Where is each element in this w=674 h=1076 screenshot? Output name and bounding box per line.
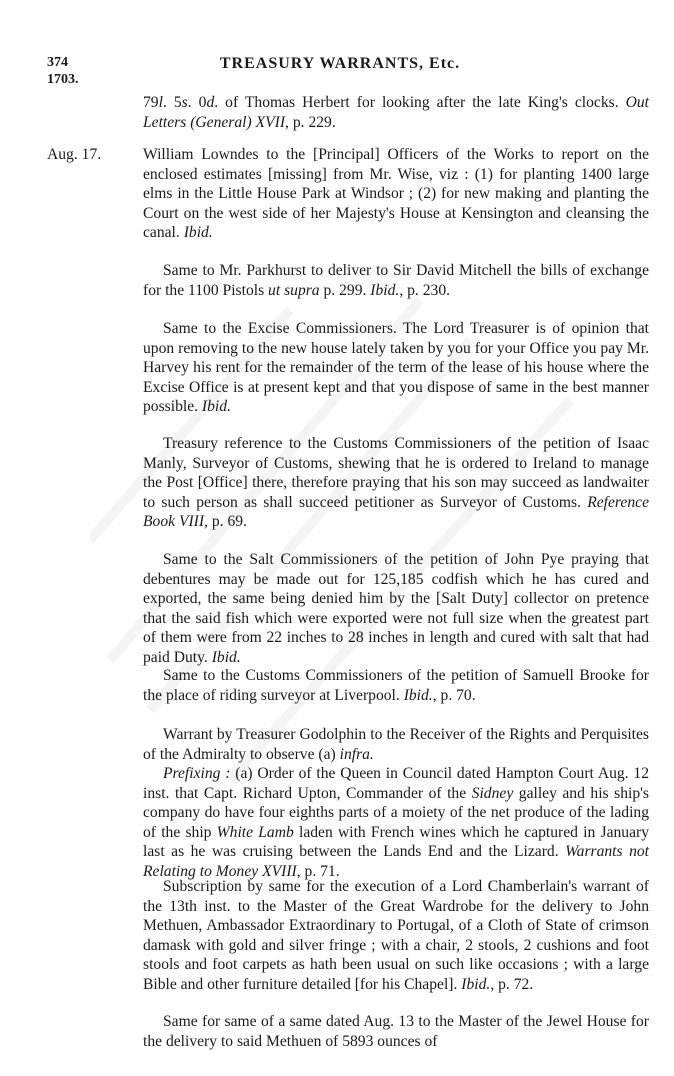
entry-paragraph: Same to Mr. Parkhurst to deliver to Sir David Mitchell the bills of exchange for the 1100 Pistols ut supra p. 299. Ibid., p. 230.: [143, 262, 649, 299]
entry-paragraph: Same for same of a same dated Aug. 13 to the Master of the Jewel House for the delivery to said Methuen of 5893 ounces of: [143, 1013, 649, 1050]
entry-paragraph: Same to the Excise Commissioners. The Lord Treasurer is of opinion that upon removing to the new house lately taken by you for your Office you pay Mr. Harvey his rent for the remainder of the term of the lease of his house where the Excise Office is at present kept and that you dispose of same in the best manner possible. Ibid.: [143, 320, 649, 415]
entry-paragraph: Subscription by same for the execution of a Lord Chamberlain's warrant of the 13th inst. to the Master of the Great Wardrobe for the delivery to John Methuen, Ambassador Extraordinary to Portugal, of a Cloth of State of crimson damask with gold and silver fringe ; with a chair, 2 stools, 2 cushions and foot stools and foot carpets as hath been usual on such like occasions ; with a large Bible and other furniture detailed [for his Chapel]. Ibid., p. 72.: [143, 878, 649, 993]
entry-paragraph: 79l. 5s. 0d. of Thomas Herbert for looking after the late King's clocks. Out Letters (General) XVII, p. 229.: [143, 94, 650, 131]
page-number: 374: [47, 55, 68, 70]
running-header: TREASURY WARRANTS, Etc.: [219, 55, 461, 72]
entry-paragraph: Same to the Customs Commissioners of the petition of Samuell Brooke for the place of riding surveyor at Liverpool. Ibid., p. 70.: [143, 667, 649, 704]
entry-paragraph: Same to the Salt Commissioners of the petition of John Pye praying that debentures may be made out for 125,185 codfish which he has cured and exported, the same being denied him by the [Salt Duty] collector on pretence that the said fish which were exported were not full size when the greatest part of them were from 22 inches to 28 inches in length and cured with salt that had paid Duty. Ibid.: [143, 551, 649, 666]
margin-year: 1703.: [47, 72, 79, 87]
entry-paragraph: Warrant by Treasurer Godolphin to the Receiver of the Rights and Perquisites of the Admiralty to observe (a) infra. Prefixing : (a) Order of the Queen in Council dated Hampton Court Aug. 12 inst. that Capt. Richard Upton, Commander of the Sidney galley and his ship's company do have four eighths parts of a moiety of the net produce of the lading of the ship White Lamb laden with French wines which he captured in January last as he was cruising between the Lands End and the Lizard. Warrants not Relating to Money XVIII, p. 71.: [143, 726, 649, 880]
margin-date: Aug. 17.: [47, 146, 102, 163]
entry-paragraph: William Lowndes to the [Principal] Officers of the Works to report on the enclosed estimates [missing] from Mr. Wise, viz : (1) for planting 1400 large elms in the Little House Park at Windsor ; (2) for new making and planting the Court on the west side of her Majesty's House at Kensington and cleansing the canal. Ibid.: [143, 146, 649, 241]
entry-paragraph: Treasury reference to the Customs Commissioners of the petition of Isaac Manly, Surveyor of Customs, shewing that he is ordered to Ireland to manage the Post [Office] there, therefore praying that his son may succeed as landwaiter to such person as shall succeed petitioner as Surveyor of Customs. Reference Book VIII, p. 69.: [143, 435, 649, 530]
entry-prefix: Prefixing : (a) Order of the Queen in Council dated Hampton Court Aug. 12 inst. that Capt. Richard Upton, Commander of the Sidney galley and his ship's company do have four eighths parts of a moiety of the net produce of the lading of the ship White Lamb laden with French wines which he captured in January last as he was cruising between the Lands End and the Lizard. Warrants not Relating to Money XVIII, p. 71.: [143, 765, 649, 880]
